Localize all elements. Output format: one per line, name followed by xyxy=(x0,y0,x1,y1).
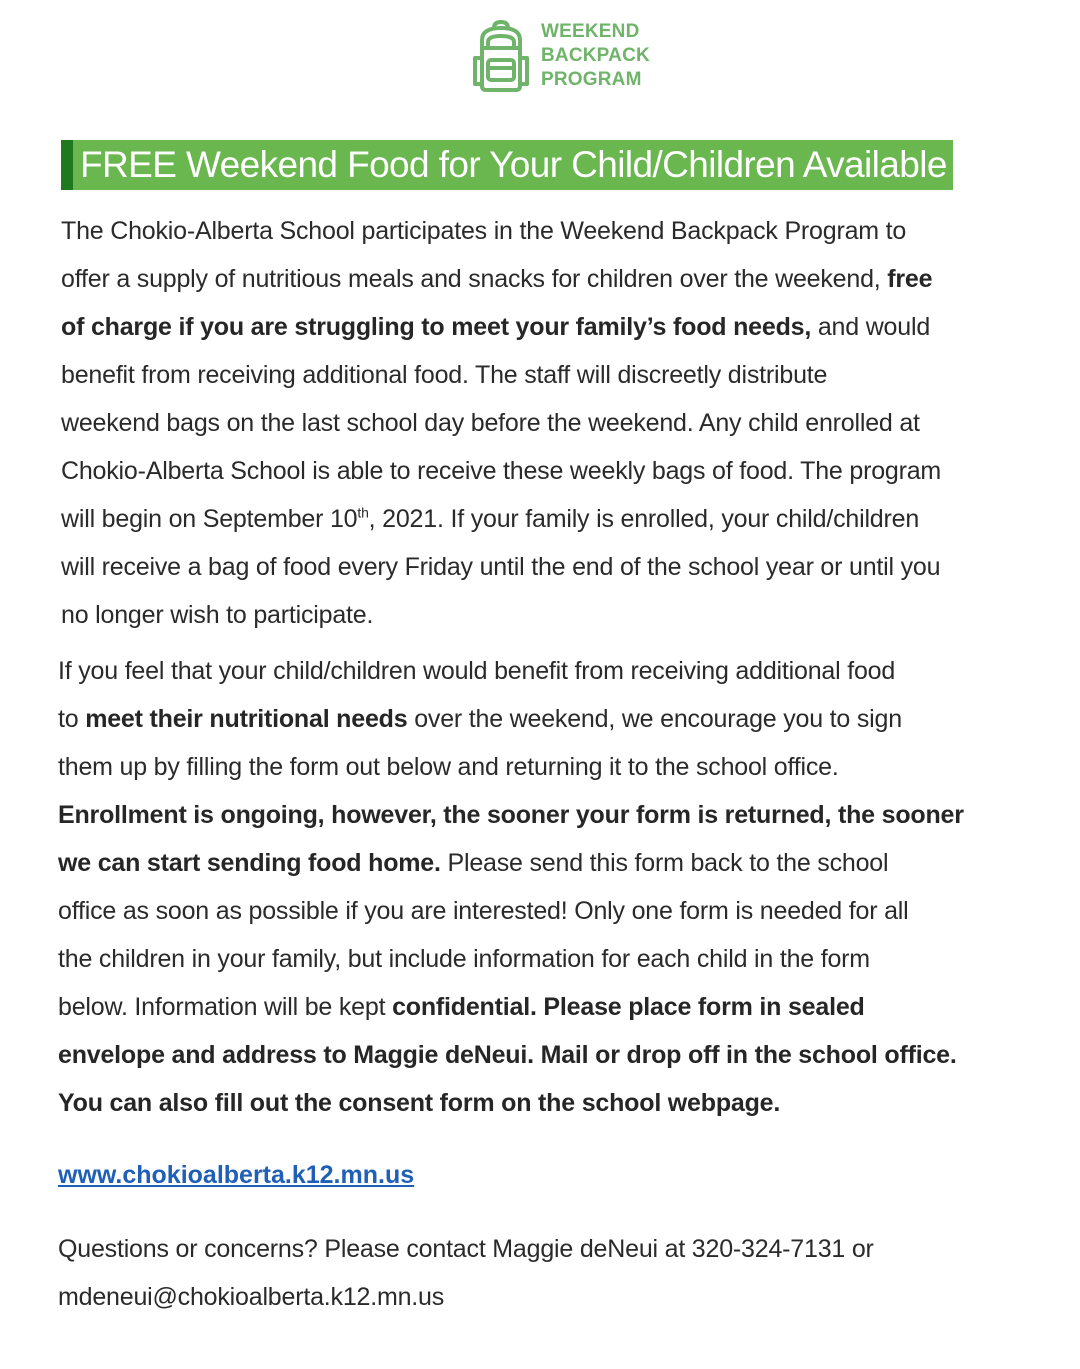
text-line: no longer wish to participate. xyxy=(61,601,374,629)
bold-text-line: Enrollment is ongoing, however, the sooner your form is returned, the sooner xyxy=(58,801,964,829)
text-line: Chokio-Alberta School is able to receive these weekly bags of food. The program xyxy=(61,457,942,485)
text-line: will receive a bag of food every Friday until the end of the school year or until you xyxy=(61,553,941,581)
backpack-icon xyxy=(470,18,532,94)
text-line: If you feel that your child/children would benefit from receiving additional food xyxy=(58,657,896,685)
headline-banner: FREE Weekend Food for Your Child/Children Available xyxy=(61,140,953,190)
text-line: office as soon as possible if you are interested! Only one form is needed for all xyxy=(58,897,909,925)
text-run: and would xyxy=(817,313,931,341)
logo-line-3: PROGRAM xyxy=(541,69,642,90)
contact-info xyxy=(58,1225,874,1321)
text-line xyxy=(61,495,941,543)
logo-line-2: BACKPACK xyxy=(541,45,650,66)
text-line: them up by filling the form out below and returning it to the school office. xyxy=(58,753,839,781)
contact-email[interactable]: mdeneui@chokioalberta.k12.mn.us xyxy=(58,1283,445,1311)
text-line: benefit from receiving additional food. The staff will discreetly distribute xyxy=(61,361,828,389)
text-run: offer a supply of nutritious meals and snacks for children over the weekend, xyxy=(61,265,881,293)
enrollment-paragraph xyxy=(58,647,964,1127)
text-run: below. Information will be kept xyxy=(58,993,386,1021)
bold-text: of charge if you are struggling to meet your family’s food needs, xyxy=(61,313,812,341)
text-line xyxy=(58,983,964,1031)
text-line xyxy=(61,255,941,303)
text-run: over the weekend, we encourage you to sign xyxy=(414,705,902,733)
bold-text: we can start sending food home. xyxy=(58,849,441,877)
program-logo xyxy=(470,18,650,94)
school-website-link[interactable]: www.chokioalberta.k12.mn.us xyxy=(58,1161,415,1189)
logo-line-1: WEEKEND xyxy=(541,21,640,42)
contact-line: Questions or concerns? Please contact Maggie deNeui at 320-324-7131 or xyxy=(58,1235,874,1263)
text-line xyxy=(58,839,964,887)
intro-paragraph xyxy=(61,207,941,639)
text-run: will begin on September 10 xyxy=(61,505,358,533)
text-line xyxy=(61,303,941,351)
bold-text: free xyxy=(887,265,933,293)
bold-text: confidential. Please place form in sealed xyxy=(392,993,865,1021)
text-run: , 2021. If your family is enrolled, your child/children xyxy=(368,505,920,533)
text-run: Please send this form back to the school xyxy=(447,849,889,877)
text-line: The Chokio-Alberta School participates in the Weekend Backpack Program to xyxy=(61,217,907,245)
ordinal-suffix: th xyxy=(357,504,369,521)
text-line xyxy=(58,695,964,743)
text-line: weekend bags on the last school day before the weekend. Any child enrolled at xyxy=(61,409,920,437)
bold-text: meet their nutritional needs xyxy=(85,705,408,733)
text-line: the children in your family, but include information for each child in the form xyxy=(58,945,870,973)
bold-text-line: envelope and address to Maggie deNeui. Mail or drop off in the school office. xyxy=(58,1041,957,1069)
bold-text-line: You can also fill out the consent form on the school webpage. xyxy=(58,1089,781,1117)
logo-text xyxy=(541,20,650,92)
text-run: to xyxy=(58,705,79,733)
